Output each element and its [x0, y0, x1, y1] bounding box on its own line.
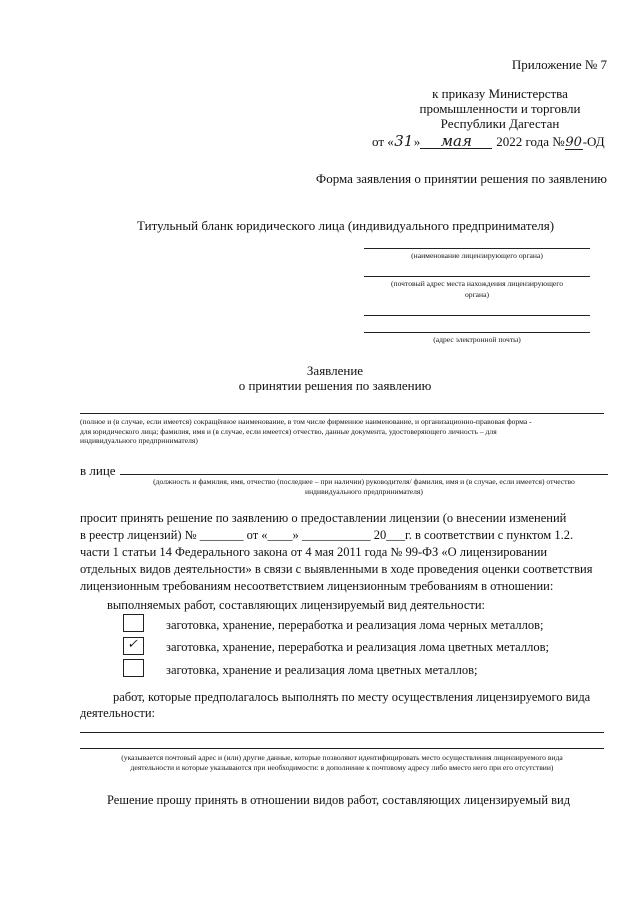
date-year: 2022 года № [496, 134, 565, 149]
email-caption: (адрес электронной почты) [433, 335, 521, 344]
date-prefix: от « [372, 134, 394, 149]
body-line-2: в реестр лицензий) № _______ от «____» ___________ 20___г. в соответствии с пунктом 1.2. [80, 528, 574, 542]
body-paragraph [80, 510, 606, 595]
email-line-1 [364, 315, 590, 316]
in-person-caption-1: (должность и фамилия, имя, отчество (последнее – при наличии) руководителя/ фамилия, имя и (в случае, если имеется) отчество [153, 477, 575, 486]
applicant-caption-2: для юридического лица; фамилия, имя и (в случае, если имеется) отчество, данные документа, удостоверяющего личность – для [80, 426, 497, 436]
blank-title: Титульный бланк юридического лица (индивидуального предпринимателя) [137, 218, 555, 233]
planned-works-line-1: работ, которые предполагалось выполнять по месту осуществления лицензируемого вида [113, 690, 591, 704]
order-suffix: -ОД [582, 134, 605, 149]
planned-works-line-2: деятельности: [80, 706, 156, 720]
authority-address-caption-2: органа) [464, 289, 490, 299]
checkbox-nonferrous-storage-label: заготовка, хранение и реализация лома цветных металлов; [166, 663, 478, 677]
checkbox-ferrous-metals[interactable] [123, 614, 144, 632]
works-intro: выполняемых работ, составляющих лицензируемый вид деятельности: [107, 598, 486, 612]
statement-subtitle: о принятии решения по заявлению [238, 378, 432, 393]
work-location-caption [80, 753, 604, 772]
decision-line: Решение прошу принять в отношении видов работ, составляющих лицензируемый вид [107, 793, 571, 807]
checkbox-ferrous-metals-label: заготовка, хранение, переработка и реализация лома черных металлов; [166, 618, 544, 632]
in-person-label: в лице [80, 463, 116, 478]
date-mid: » [413, 134, 421, 149]
form-title: Форма заявления о принятии решения по заявлению [315, 171, 607, 186]
applicant-name-line [80, 413, 604, 414]
work-location-line-2 [80, 748, 604, 749]
checkmark-handwritten: ✓ [127, 637, 138, 652]
order-date-line [372, 134, 612, 150]
checkbox-nonferrous-processing-label: заготовка, хранение, переработка и реализация лома цветных металлов; [166, 640, 549, 654]
appendix-label: Приложение № 7 [511, 57, 607, 72]
statement-title: Заявление [306, 363, 364, 378]
body-line-4: отдельных видов деятельности» в связи с выявленными в ходе проведения оценки соответствия [80, 562, 593, 576]
body-line-3: части 1 статьи 14 Федерального закона от 4 мая 2011 года № 99-ФЗ «О лицензировании [80, 545, 548, 559]
authority-address-caption-1: (почтовый адрес места нахождения лицензирующего [390, 279, 564, 288]
checkbox-nonferrous-storage[interactable] [123, 659, 144, 677]
order-number-handwritten: 90 [565, 135, 582, 150]
date-day-handwritten: 31 [394, 132, 414, 150]
body-line-5: лицензионным требованиям несоответствием лицензионным требованиям в отношении: [80, 579, 554, 593]
work-location-caption-2: деятельности и которые указываются при необходимости: в дополнение к почтовому адресу либо вместо него при его отсутствии) [130, 762, 554, 772]
order-line-3: Республики Дагестан [440, 116, 560, 131]
order-line-2: промышленности и торговли [419, 101, 581, 116]
order-reference [400, 86, 600, 131]
in-person-line [120, 474, 608, 475]
authority-address-line [364, 276, 590, 277]
in-person-caption-2: индивидуального предпринимателя) [305, 486, 423, 496]
in-person-caption [120, 477, 608, 496]
authority-address-caption [364, 279, 590, 299]
order-line-1: к приказу Министерства [432, 86, 568, 101]
licensing-authority-line [364, 248, 590, 249]
applicant-caption [80, 417, 604, 446]
work-location-caption-1: (указывается почтовый адрес и (или) другие данные, которые позволяют идентифицировать место осуществления лицензируемого вида [121, 753, 563, 762]
checkbox-nonferrous-processing[interactable] [123, 637, 144, 655]
licensing-authority-caption: (наименование лицензирующего органа) [411, 251, 543, 260]
work-location-line-1 [80, 732, 604, 733]
body-line-1: просит принять решение по заявлению о предоставлении лицензии (о внесении изменений [80, 511, 567, 525]
date-month-handwritten: мая [420, 135, 492, 149]
applicant-caption-1: (полное и (в случае, если имеется) сокращённое наименование, в том числе фирменное наименование, и организационно-правовая форма - [80, 417, 532, 426]
email-line-2 [364, 332, 590, 333]
applicant-caption-3: индивидуального предпринимателя) [80, 436, 198, 445]
